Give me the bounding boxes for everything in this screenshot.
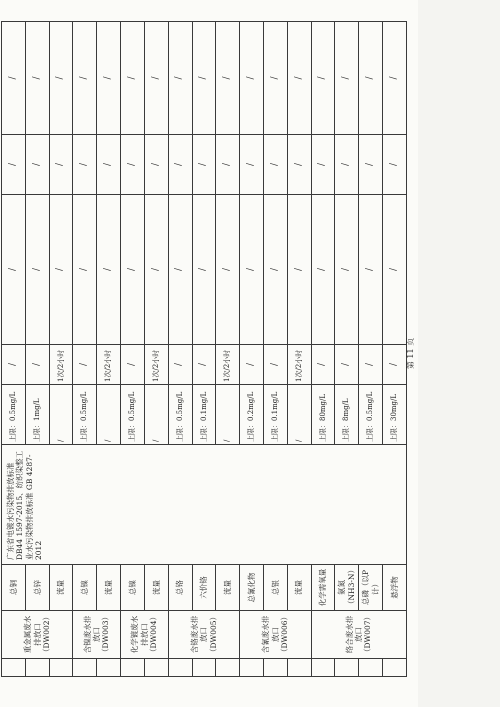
table-row (192, 22, 216, 677)
pollutant-cell: 总银 (263, 565, 287, 611)
frequency-cell: / (121, 345, 145, 385)
limit-cell: 上限：0.2mg/L (240, 385, 264, 445)
blank-cell (97, 659, 121, 677)
outlet-cell: 含氰废水排放口（DW006） (240, 611, 311, 659)
pollutant-cell: 流量 (287, 565, 311, 611)
limit-cell: 上限：0.5mg/L (359, 385, 383, 445)
pollutant-cell: 总磷（以P计） (359, 565, 383, 611)
pollutant-cell: 总镍 (121, 565, 145, 611)
table-row (25, 22, 49, 677)
blank-cell: / (240, 195, 264, 345)
frequency-cell: 1次/2小时 (287, 345, 311, 385)
blank-cell (335, 659, 359, 677)
blank-cell: / (335, 22, 359, 135)
frequency-cell: 1次/2小时 (144, 345, 168, 385)
blank-cell: / (192, 22, 216, 135)
blank-cell: / (144, 22, 168, 135)
limit-cell: 上限：8mg/L (335, 385, 359, 445)
blank-cell: / (97, 135, 121, 195)
blank-cell: / (2, 195, 26, 345)
limit-cell: 上限：0.5mg/L (168, 385, 192, 445)
table-row (311, 22, 335, 677)
limit-cell: / (216, 385, 240, 445)
blank-cell: / (359, 135, 383, 195)
frequency-cell: / (311, 345, 335, 385)
blank-cell: / (287, 135, 311, 195)
blank-cell (311, 659, 335, 677)
outlet-cell: 络合废水排放口（DW007） (311, 611, 406, 659)
blank-cell: / (240, 135, 264, 195)
blank-cell: / (287, 195, 311, 345)
blank-cell: / (216, 22, 240, 135)
table-row (97, 22, 121, 677)
blank-cell: / (121, 195, 145, 345)
blank-cell: / (216, 135, 240, 195)
blank-cell: / (359, 22, 383, 135)
table-row (168, 22, 192, 677)
frequency-cell: / (383, 345, 407, 385)
blank-cell: / (144, 135, 168, 195)
outlet-cell: 含镍废水排放口（DW003） (73, 611, 121, 659)
outlet-cell: 重金属废水排放口（DW002） (2, 611, 73, 659)
table-row (2, 22, 26, 677)
frequency-cell: 1次/2小时 (49, 345, 73, 385)
blank-cell: / (25, 135, 49, 195)
blank-cell: / (73, 22, 97, 135)
blank-cell: / (121, 135, 145, 195)
blank-cell: / (383, 135, 407, 195)
table-row (49, 22, 73, 677)
pollutant-cell: 总铜 (2, 565, 26, 611)
blank-cell: / (287, 22, 311, 135)
limit-cell: 上限：0.5mg/L (2, 385, 26, 445)
blank-cell (192, 659, 216, 677)
blank-cell: / (263, 195, 287, 345)
outlet-cell: 含铬废水排放口（DW005） (168, 611, 239, 659)
blank-cell: / (311, 195, 335, 345)
limit-cell: 上限：0.5mg/L (121, 385, 145, 445)
blank-cell: / (144, 195, 168, 345)
blank-cell (383, 659, 407, 677)
pollutant-cell: 总铬 (168, 565, 192, 611)
standard-cell: 广东省电镀水污染物排放标准 DB44 1597-2015、纺织染整工业水污染物排放标准 GB 4287-2012 (2, 445, 407, 565)
blank-cell (121, 659, 145, 677)
blank-cell: / (73, 135, 97, 195)
blank-cell: / (49, 195, 73, 345)
blank-cell: / (383, 195, 407, 345)
table-row (121, 22, 145, 677)
blank-cell: / (73, 195, 97, 345)
blank-cell: / (97, 22, 121, 135)
blank-cell (168, 659, 192, 677)
blank-cell: / (25, 195, 49, 345)
frequency-cell: / (168, 345, 192, 385)
blank-cell (216, 659, 240, 677)
blank-cell (287, 659, 311, 677)
blank-cell (240, 659, 264, 677)
table-row (216, 22, 240, 677)
blank-cell: / (168, 195, 192, 345)
pollutant-cell: 总氰化物 (240, 565, 264, 611)
limit-cell: 上限：0.1mg/L (263, 385, 287, 445)
limit-cell: / (97, 385, 121, 445)
pollutant-cell: 悬浮物 (383, 565, 407, 611)
blank-cell (263, 659, 287, 677)
blank-cell: / (335, 135, 359, 195)
blank-cell (73, 659, 97, 677)
monitoring-table (1, 21, 407, 677)
page-number: 第 11 页 (406, 337, 415, 370)
frequency-cell: / (240, 345, 264, 385)
table-row (287, 22, 311, 677)
pollutant-cell: 流量 (144, 565, 168, 611)
blank-cell: / (25, 22, 49, 135)
frequency-cell: / (359, 345, 383, 385)
pollutant-cell: 流量 (49, 565, 73, 611)
blank-cell: / (49, 22, 73, 135)
table-row (359, 22, 383, 677)
pollutant-cell: 六价铬 (192, 565, 216, 611)
limit-cell: / (49, 385, 73, 445)
blank-cell: / (97, 195, 121, 345)
frequency-cell: 1次/2小时 (216, 345, 240, 385)
frequency-cell: / (25, 345, 49, 385)
blank-cell: / (2, 135, 26, 195)
blank-cell: / (311, 135, 335, 195)
frequency-cell: / (263, 345, 287, 385)
limit-cell: / (287, 385, 311, 445)
blank-cell: / (263, 135, 287, 195)
limit-cell: 上限：30mg/L (383, 385, 407, 445)
blank-cell: / (311, 22, 335, 135)
limit-cell: / (144, 385, 168, 445)
blank-cell: / (2, 22, 26, 135)
blank-cell: / (49, 135, 73, 195)
table-row (73, 22, 97, 677)
table-row (263, 22, 287, 677)
blank-cell (144, 659, 168, 677)
pollutant-cell: 总镍 (73, 565, 97, 611)
blank-cell (359, 659, 383, 677)
frequency-cell: / (2, 345, 26, 385)
blank-cell: / (216, 195, 240, 345)
outlet-cell: 化学镀废水排放口（DW004） (121, 611, 169, 659)
frequency-cell: 1次/2小时 (97, 345, 121, 385)
frequency-cell: / (192, 345, 216, 385)
pollutant-cell: 化学需氧量 (311, 565, 335, 611)
blank-cell: / (121, 22, 145, 135)
limit-cell: 上限：80mg/L (311, 385, 335, 445)
pollutant-cell: 流量 (216, 565, 240, 611)
limit-cell: 上限：0.5mg/L (73, 385, 97, 445)
limit-cell: 上限：1mg/L (25, 385, 49, 445)
blank-cell: / (263, 22, 287, 135)
blank-cell: / (192, 135, 216, 195)
blank-cell (2, 659, 26, 677)
blank-cell: / (359, 195, 383, 345)
pollutant-cell: 总锌 (25, 565, 49, 611)
frequency-cell: / (73, 345, 97, 385)
table-row (383, 22, 407, 677)
blank-cell: / (383, 22, 407, 135)
table-row (144, 22, 168, 677)
table-row (335, 22, 359, 677)
limit-cell: 上限：0.1mg/L (192, 385, 216, 445)
pollutant-cell: 流量 (97, 565, 121, 611)
blank-cell: / (192, 195, 216, 345)
table-row (240, 22, 264, 677)
blank-cell: / (168, 135, 192, 195)
blank-cell: / (168, 22, 192, 135)
blank-cell (49, 659, 73, 677)
blank-cell (25, 659, 49, 677)
blank-cell: / (335, 195, 359, 345)
frequency-cell: / (335, 345, 359, 385)
blank-cell: / (240, 22, 264, 135)
pollutant-cell: 氨氮（NH3-N） (335, 565, 359, 611)
